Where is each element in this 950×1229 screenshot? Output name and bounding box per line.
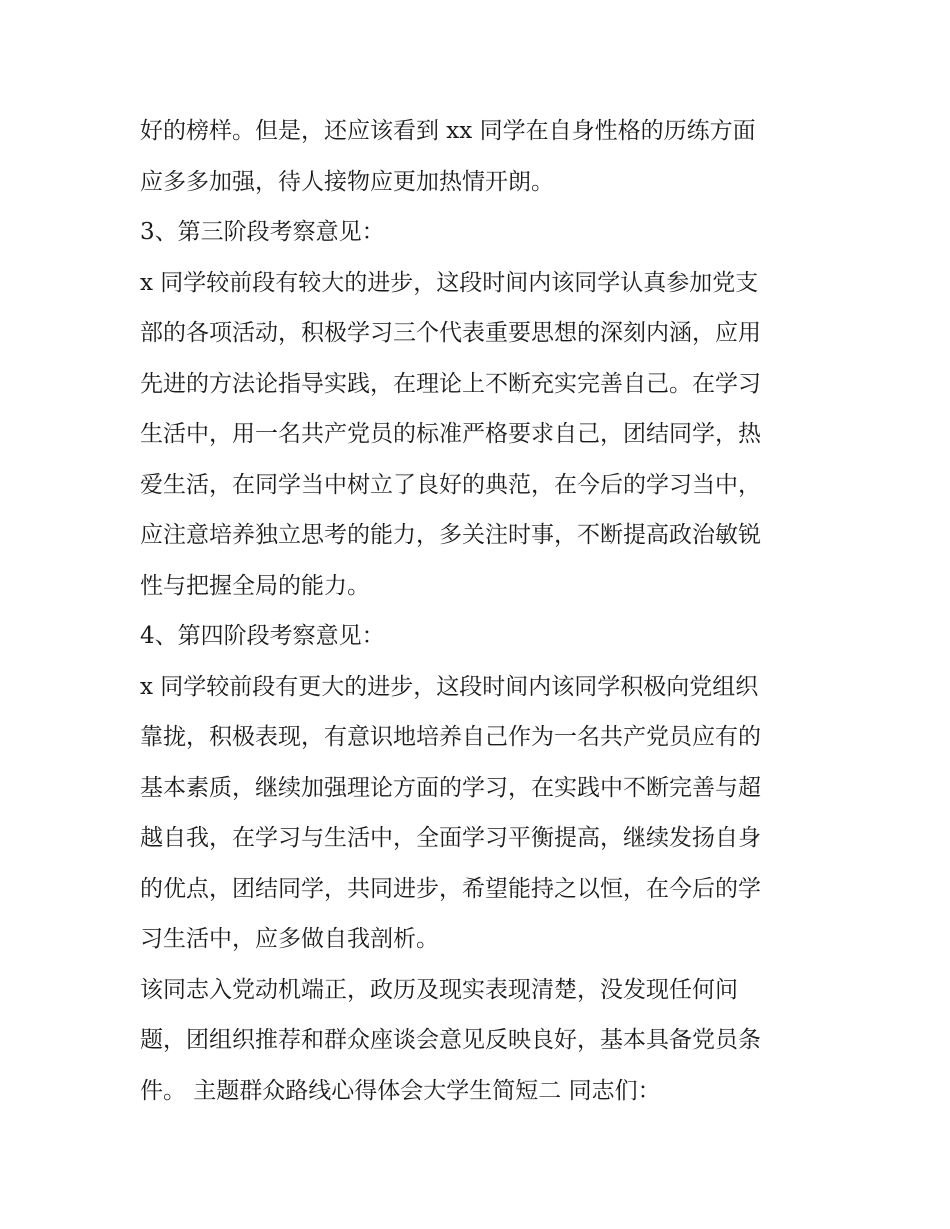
text-line: 该同志入党动机端正，政历及现实表现清楚，没发现任何问 bbox=[140, 976, 738, 1003]
text-line: x 同学较前段有更大的进步，这段时间内该同学积极向党组织 bbox=[140, 673, 759, 700]
text-line: 习生活中，应多做自我剖析。 bbox=[140, 926, 439, 952]
text-line: 应多多加强，待人接物应更加热情开朗。 bbox=[140, 168, 554, 195]
text-line: 好的榜样。但是，还应该看到 xx 同学在自身性格的历练方面 bbox=[140, 118, 756, 144]
text-line: 先进的方法论指导实践，在理论上不断充实完善自己。在学习 bbox=[140, 370, 761, 397]
text-line: x 同学较前段有较大的进步，这段时间内该同学认真参加党支 bbox=[140, 269, 759, 296]
text-line: 性与把握全局的能力。 bbox=[140, 572, 370, 599]
text-line: 越自我，在学习与生活中，全面学习平衡提高，继续发扬自身 bbox=[140, 825, 761, 851]
text-line: 题，团组织推荐和群众座谈会意见反映良好，基本具备党员条 bbox=[140, 1027, 761, 1053]
text-line: 应注意培养独立思考的能力，多关注时事，不断提高政治敏锐 bbox=[140, 522, 761, 548]
document-body bbox=[140, 106, 820, 1116]
text-line: 件。 主题群众路线心得体会大学生简短二 同志们： bbox=[140, 1077, 661, 1104]
text-line: 部的各项活动，积极学习三个代表重要思想的深刻内涵，应用 bbox=[140, 320, 761, 346]
section-heading: 4、第四阶段考察意见： bbox=[140, 623, 385, 649]
text-line: 的优点，团结同学，共同进步，希望能持之以恒，在今后的学 bbox=[140, 875, 761, 902]
text-line: 生活中，用一名共产党员的标准严格要求自己，团结同学，热 bbox=[140, 421, 761, 447]
text-line: 爱生活，在同学当中树立了良好的典范，在今后的学习当中， bbox=[140, 471, 761, 498]
text-line: 靠拢，积极表现，有意识地培养自己作为一名共产党员应有的 bbox=[140, 724, 761, 750]
section-heading: 3、第三阶段考察意见： bbox=[140, 219, 385, 245]
text-line: 基本素质，继续加强理论方面的学习，在实践中不断完善与超 bbox=[140, 774, 761, 801]
